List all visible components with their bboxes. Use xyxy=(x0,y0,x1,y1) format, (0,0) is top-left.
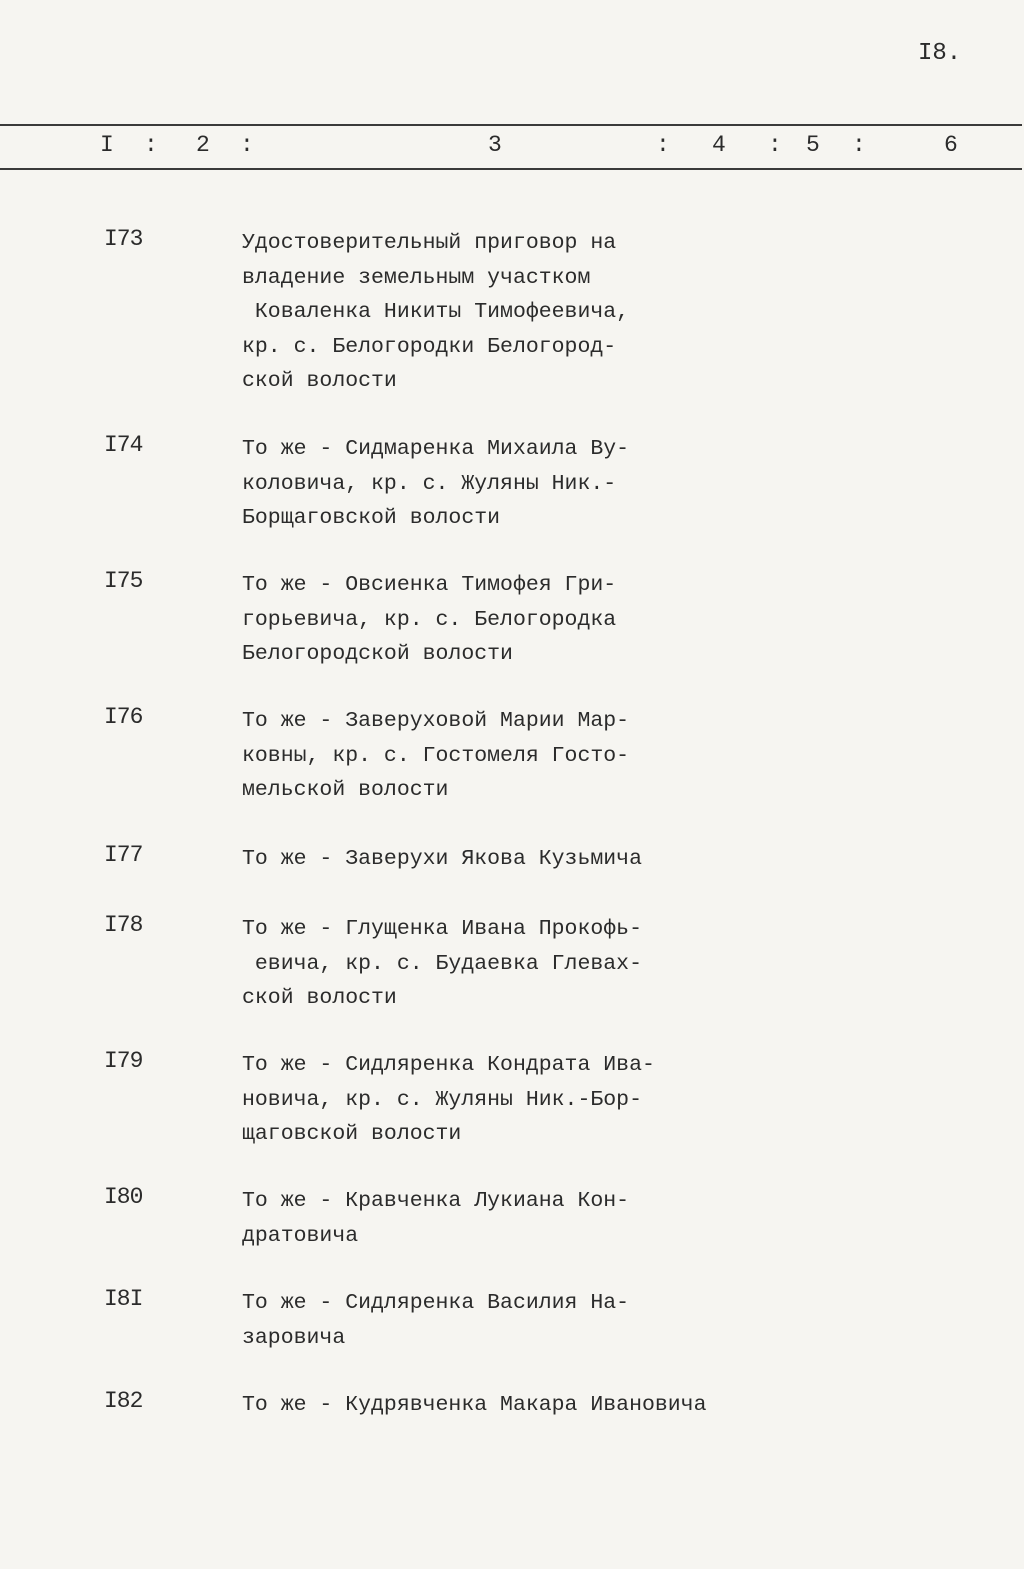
entry-number: I77 xyxy=(104,842,143,868)
entry-description: То же - Кудрявченка Макара Ивановича xyxy=(242,1393,707,1417)
column-header-5: 5 xyxy=(806,132,820,158)
column-separator: : xyxy=(144,132,158,158)
entry-number: I73 xyxy=(104,226,143,252)
entry-number: I74 xyxy=(104,432,143,458)
entry-number: I78 xyxy=(104,912,143,938)
column-header-1: I xyxy=(100,132,114,158)
entry-number: I8I xyxy=(104,1286,143,1312)
entry-description: То же - Заверухи Якова Кузьмича xyxy=(242,847,642,871)
entry-description: То же - Овсиенка Тимофея Гри- горьевича, кр. с. Белогородка Белогородской волости xyxy=(242,573,617,666)
entry-number: I75 xyxy=(104,568,143,594)
entry-number: I80 xyxy=(104,1184,143,1210)
entry-description: То же - Кравченка Лукиана Кон- дратовича xyxy=(242,1189,630,1248)
header-bottom-rule xyxy=(0,168,1022,170)
column-header-3: 3 xyxy=(488,132,502,158)
column-separator: : xyxy=(240,132,254,158)
entry-description: То же - Глущенка Ивана Прокофь- евича, кр. с. Будаевка Глевах- ской волости xyxy=(242,917,642,1010)
entry-description: Удостоверительный приговор на владение земельным участком Коваленка Никиты Тимофеевича, кр. с. Белогородки Белогород- ской волости xyxy=(242,231,630,393)
column-separator: : xyxy=(656,132,670,158)
entry-description: То же - Сидмаренка Михаила Ву- коловича, кр. с. Жуляны Ник.- Борщаговской волости xyxy=(242,437,630,530)
column-separator: : xyxy=(768,132,782,158)
entry-description: То же - Сидляренка Василия На- заровича xyxy=(242,1291,630,1350)
header-top-rule xyxy=(0,124,1022,126)
column-header-2: 2 xyxy=(196,132,210,158)
column-separator: : xyxy=(852,132,866,158)
entry-number: I82 xyxy=(104,1388,143,1414)
column-header-6: 6 xyxy=(944,132,958,158)
entry-description: То же - Заверуховой Марии Мар- ковны, кр. с. Гостомеля Госто- мельской волости xyxy=(242,709,630,802)
column-header-row xyxy=(0,132,1024,162)
page-number: I8. xyxy=(918,40,962,67)
entry-number: I76 xyxy=(104,704,143,730)
entry-number: I79 xyxy=(104,1048,143,1074)
entry-description: То же - Сидляренка Кондрата Ива- новича, кр. с. Жуляны Ник.-Бор- щаговской волости xyxy=(242,1053,655,1146)
column-header-4: 4 xyxy=(712,132,726,158)
